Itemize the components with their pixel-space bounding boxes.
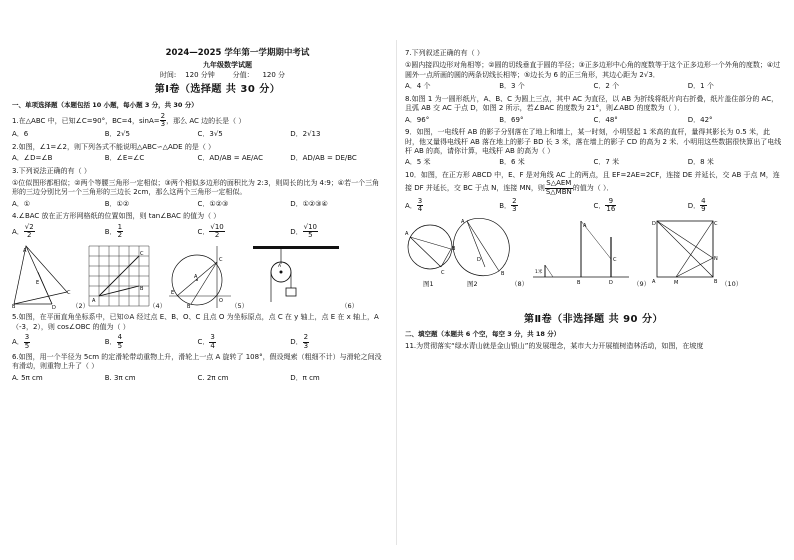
fig8-label-1: 图1 [423, 279, 434, 288]
figure-10-square [651, 217, 751, 289]
q8-option-a[interactable]: A．96° [405, 115, 430, 124]
q4-option-c[interactable]: C． $\frac{√10}{2}$ [197, 222, 224, 240]
question-1 [12, 113, 383, 129]
svg-text:A: A [461, 218, 465, 225]
q6-option-c[interactable]: C. 2π cm [197, 373, 229, 382]
svg-text:A: A [405, 230, 409, 237]
fig-label-2: （2） [72, 301, 90, 310]
svg-text:C: C [441, 269, 445, 276]
fig-label-5: （5） [231, 301, 249, 310]
figure-row-left [12, 242, 383, 310]
q3-option-d[interactable]: D．①②③④ [290, 199, 328, 208]
q7-options [405, 82, 782, 91]
figure-4-grid [87, 244, 167, 310]
q5-option-b[interactable]: B． $\frac{4}{5}$ [104, 333, 123, 350]
svg-text:C: C [613, 256, 617, 263]
q2-options [12, 154, 383, 163]
q4-option-d[interactable]: D． $\frac{√10}{5}$ [290, 222, 318, 240]
q3-options [12, 200, 383, 209]
q9-option-a[interactable]: A．5 米 [405, 158, 431, 167]
q10-options [405, 198, 782, 214]
q6-option-b[interactable]: B. 3π cm [104, 373, 136, 382]
q1-option-c[interactable]: C．3√5 [197, 130, 223, 139]
q8-option-c[interactable]: C．48° [593, 115, 618, 124]
q3-option-c[interactable]: C．①②③ [197, 199, 229, 208]
exam-subtitle: 九年级数学试题 [203, 61, 252, 70]
figure-2-triangles [12, 244, 90, 312]
q1-fraction: $\frac{2}{3}$ [160, 111, 166, 128]
q2-option-a[interactable]: A．∠D=∠B [12, 154, 53, 163]
question-3: 3.下列说法正确的有（ ） [12, 166, 91, 175]
question-8: 8.如图 1 为一圆形纸片，A、B、C 为圆上三点，其中 AC 为直径，以 AB 为折线将纸片向右折叠，纸片盖住部分的 AC，且弧 AB 交 AC 于点 D，如图 2 所示，若∠BAC 的度数为 21°，则∠ABD 的度数为（ ）． [405, 94, 779, 113]
question-10 [405, 171, 782, 196]
question-4: 4.∠BAC 放在正方形网格纸的位置如图，则 tan∠BAC 的值为（ ） [12, 212, 221, 221]
figure-8-fig1 [405, 217, 461, 289]
q1-option-d[interactable]: D．2√13 [290, 130, 321, 139]
figure-5-circle-axes [167, 244, 251, 310]
part2-title: 第Ⅱ卷（非选择题 共 90 分） [524, 313, 663, 325]
q2-option-d[interactable]: D．AD/AB = DE/BC [290, 154, 357, 163]
fig-label-9: （9） [633, 279, 651, 288]
q3-option-a[interactable]: A．① [12, 199, 31, 208]
q5-option-c[interactable]: C． $\frac{3}{4}$ [197, 333, 215, 350]
q1-option-b[interactable]: B．2√5 [104, 130, 130, 139]
q10-option-c[interactable]: C． $\frac{9}{16}$ [593, 196, 616, 214]
svg-text:D: D [52, 305, 56, 312]
question-6: 6.如图，用一个半径为 5cm 的定滑轮带动重物上升，滑轮上一点 A 旋转了 108°，假设绳索（粗细不计）与滑轮之间没有滑动，则重物上升了（ ） [12, 353, 382, 371]
q7-option-a[interactable]: A．4 个 [405, 82, 431, 91]
q1-tail: ，那么 AC 边的长是（ ） [166, 116, 246, 125]
q7-option-d[interactable]: D．1 个 [687, 82, 714, 91]
q7-body: ①圆内接四边形对角相等；②圆的切线垂直于圆的半径；③正多边形中心角的度数等于这个正多边形一个外角的度数；④过圆外一点所画的圆的两条切线长相等；⑤边长为 6 的正三角形，其边心距为 2√3． [405, 61, 781, 79]
q10-option-b[interactable]: B． $\frac{2}{3}$ [499, 196, 517, 214]
q10-option-d[interactable]: D． $\frac{4}{9}$ [687, 196, 706, 214]
question-11: 11.为贯彻落实“绿水青山就是金山银山”的发展理念，某市大力开展植树造林活动，如图，在坡度 [405, 341, 704, 350]
q1-stem: 1.在△ABC 中，已知∠C=90°，BC=4，sinA= [12, 116, 160, 125]
q4-option-b[interactable]: B． $\frac{1}{2}$ [104, 222, 123, 240]
svg-text:M: M [674, 279, 679, 286]
svg-text:D: D [609, 279, 613, 286]
svg-text:1米: 1米 [535, 269, 543, 275]
svg-text:A: A [583, 222, 587, 229]
q5-options [12, 334, 383, 350]
q10-stem: 10．如图，在正方形 ABCD 中，E、F 是对角线 AC 上的两点，且 EF=2AE=2CF，连接 DE 并延长，交 AB 于点 M，连接 DF 并延长，交 BC 于点 N，连接 MN，则 [405, 170, 780, 193]
fig-label-8: （8） [511, 279, 529, 288]
svg-text:E: E [171, 290, 175, 297]
q4-options [12, 224, 383, 240]
fig-label-4: （4） [149, 301, 167, 310]
svg-text:N: N [714, 255, 718, 262]
q8-option-d[interactable]: D．42° [687, 115, 713, 124]
question-5: 5.如图，在平面直角坐标系中，已知⊙A 经过点 E、B、O、C 且点 O 为坐标原点，点 C 在 y 轴上，点 E 在 x 轴上，A（-3，2），则 cos∠OBC 的值为（ ） [12, 313, 379, 331]
q2-option-b[interactable]: B．∠E=∠C [104, 154, 145, 163]
q6-option-a[interactable]: A. 5π cm [12, 373, 43, 382]
question-2: 2.如图，∠1=∠2，则下列各式不能说明△ABC∽△ADE 的是（ ） [12, 142, 216, 151]
q9-option-b[interactable]: B．6 米 [499, 158, 525, 167]
q6-options [12, 374, 383, 383]
svg-text:B: B [187, 304, 191, 311]
section2-heading: 二、填空题（本题共 6 个空，每空 3 分，共 18 分） [405, 330, 561, 339]
q3-option-b[interactable]: B．①② [104, 199, 130, 208]
exam-title: 2024—2025 学年第一学期期中考试 [165, 48, 310, 58]
q6-option-d[interactable]: D．π cm [290, 373, 320, 382]
figure-6-pulley [251, 244, 361, 310]
q7-option-b[interactable]: B．3 个 [499, 82, 525, 91]
fig-label-10: （10） [721, 279, 743, 288]
svg-text:B: B [452, 245, 456, 252]
svg-text:B: B [714, 278, 718, 285]
q10-tail: 的值为（ ）． [572, 184, 614, 193]
q1-option-a[interactable]: A．6 [12, 130, 29, 139]
q1-options [12, 130, 383, 139]
svg-text:B: B [12, 304, 16, 311]
figure-9-pole-shadow [531, 217, 651, 289]
svg-text:C: C [219, 257, 223, 264]
q5-option-d[interactable]: D． $\frac{2}{3}$ [290, 333, 309, 350]
svg-text:C: C [714, 220, 718, 227]
svg-text:C: C [67, 290, 71, 297]
svg-text:E: E [36, 280, 40, 287]
q8-options [405, 116, 782, 125]
q10-fraction: $\frac{\text{S△AEM}}{\text{S△MBN}}$ [545, 179, 572, 196]
q8-option-b[interactable]: B．69° [499, 115, 524, 124]
svg-text:O: O [219, 298, 223, 305]
part1-title: 第Ⅰ卷（选择题 共 30 分） [154, 84, 281, 96]
svg-text:A: A [92, 298, 96, 305]
svg-text:D: D [477, 256, 481, 263]
svg-text:B: B [577, 279, 581, 286]
q9-option-c[interactable]: C．7 米 [593, 158, 620, 167]
q9-options [405, 158, 782, 167]
q10-option-a[interactable]: A． $\frac{3}{4}$ [405, 196, 423, 214]
svg-text:A: A [23, 248, 27, 255]
svg-text:A: A [194, 274, 198, 281]
svg-text:A: A [278, 264, 282, 270]
svg-text:B: B [501, 270, 505, 277]
figure-8-fig2 [461, 217, 531, 289]
q3-body: ①位似图形都相似；②两个等腰三角形一定相似；③两个相似多边形的面积比为 2:3，则周长的比为 4:9；④若一个三角形的三边分别比另一个三角形的三边长 2cm，那么这两个三角形一定相似。 [12, 179, 380, 197]
q2-option-c[interactable]: C．AD/AB = AE/AC [197, 154, 263, 163]
svg-text:B: B [140, 286, 144, 293]
question-7: 7.下列叙述正确的有（ ） [405, 49, 484, 57]
svg-text:C: C [140, 251, 144, 258]
q5-option-a[interactable]: A． $\frac{3}{5}$ [12, 333, 30, 350]
question-9: 9．如图，一电线杆 AB 的影子分别落在了地上和墙上，某一时刻，小明竖起 1 米高的直杆，量得其影长为 0.5 米，此时，他又量得电线杆 AB 落在地上的影子 BD 长 3 米，落在墙上的影子 CD 的高为 2 米．小明用这些数据很快算出了电线杆 AB 的高，请你计算，电线杆 AB 的高为（ ） [405, 128, 782, 155]
fig-label-6: （6） [341, 301, 359, 310]
svg-text:A: A [652, 278, 656, 285]
q9-option-d[interactable]: D．8 米 [687, 158, 714, 167]
q4-option-a[interactable]: A． $\frac{√2}{2}$ [12, 222, 34, 240]
svg-text:D: D [652, 220, 656, 227]
right-column [397, 0, 794, 560]
fig8-label-2: 图2 [467, 279, 478, 288]
exam-meta: 时间: 120 分钟 分值： 120 分 [159, 70, 286, 79]
q7-option-c[interactable]: C．2 个 [593, 82, 620, 91]
figure-row-right [405, 217, 782, 289]
section1-heading: 一、单项选择题（本题包括 10 小题，每小题 3 分，共 30 分） [12, 100, 198, 109]
